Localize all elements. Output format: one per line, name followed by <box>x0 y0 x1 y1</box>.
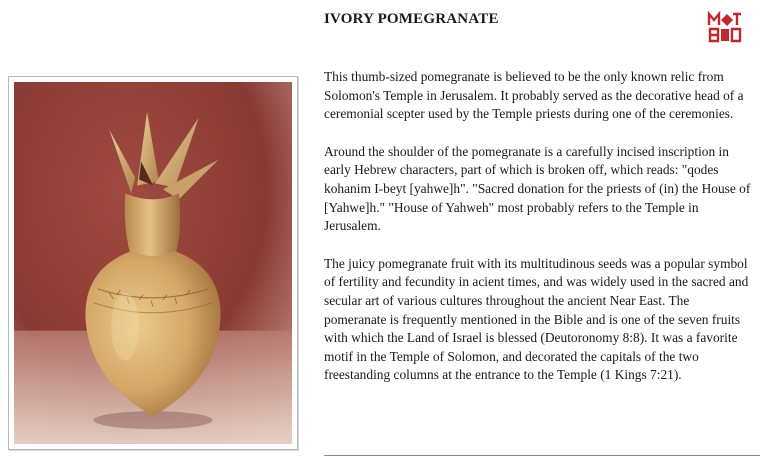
article-paragraph-symbolism: The juicy pomegranate fruit with its multitudinous seeds was a popular symbol of fertility and fecundity in acient times, and was widely used in the sacred and secular art of various cultures throughout the ancient Near East. The pomeranate is frequently mentioned in the Bible and is one of the seven fruits with which the Land of Israel is blessed (Deutoronomy 8:8). It was a favorite motif in the Temple of Solomon, and decorated the capitals of the two freestanding columns at the entrance to the Temple (1 Kings 7:21). <box>324 255 749 383</box>
article-paragraph-inscription: Around the shoulder of the pomegranate is a carefully incised inscription in early Hebrew characters, part of which is broken off, which reads: "qodes kohanim I-beyt [yahwe]h". "Sacred donation for the priests of (in) the House of [Yahwe]h." "House of Yahweh" most probably refers to the Temple in Jerusalem. <box>324 143 751 234</box>
artifact-photo-frame <box>8 76 298 450</box>
page-title: IVORY POMEGRANATE <box>324 11 499 27</box>
museum-logo-icon[interactable] <box>707 11 743 43</box>
article-body <box>324 68 754 404</box>
article-paragraph-intro: This thumb-sized pomegranate is believed to be the only known relic from Solomon's Temple in Jerusalem. It probably served as the decorative head of a ceremonial scepter used by the Temple priests during one of the ceremonies. <box>324 69 744 122</box>
ivory-pomegranate-photo <box>14 82 292 444</box>
footer-divider <box>324 455 760 456</box>
